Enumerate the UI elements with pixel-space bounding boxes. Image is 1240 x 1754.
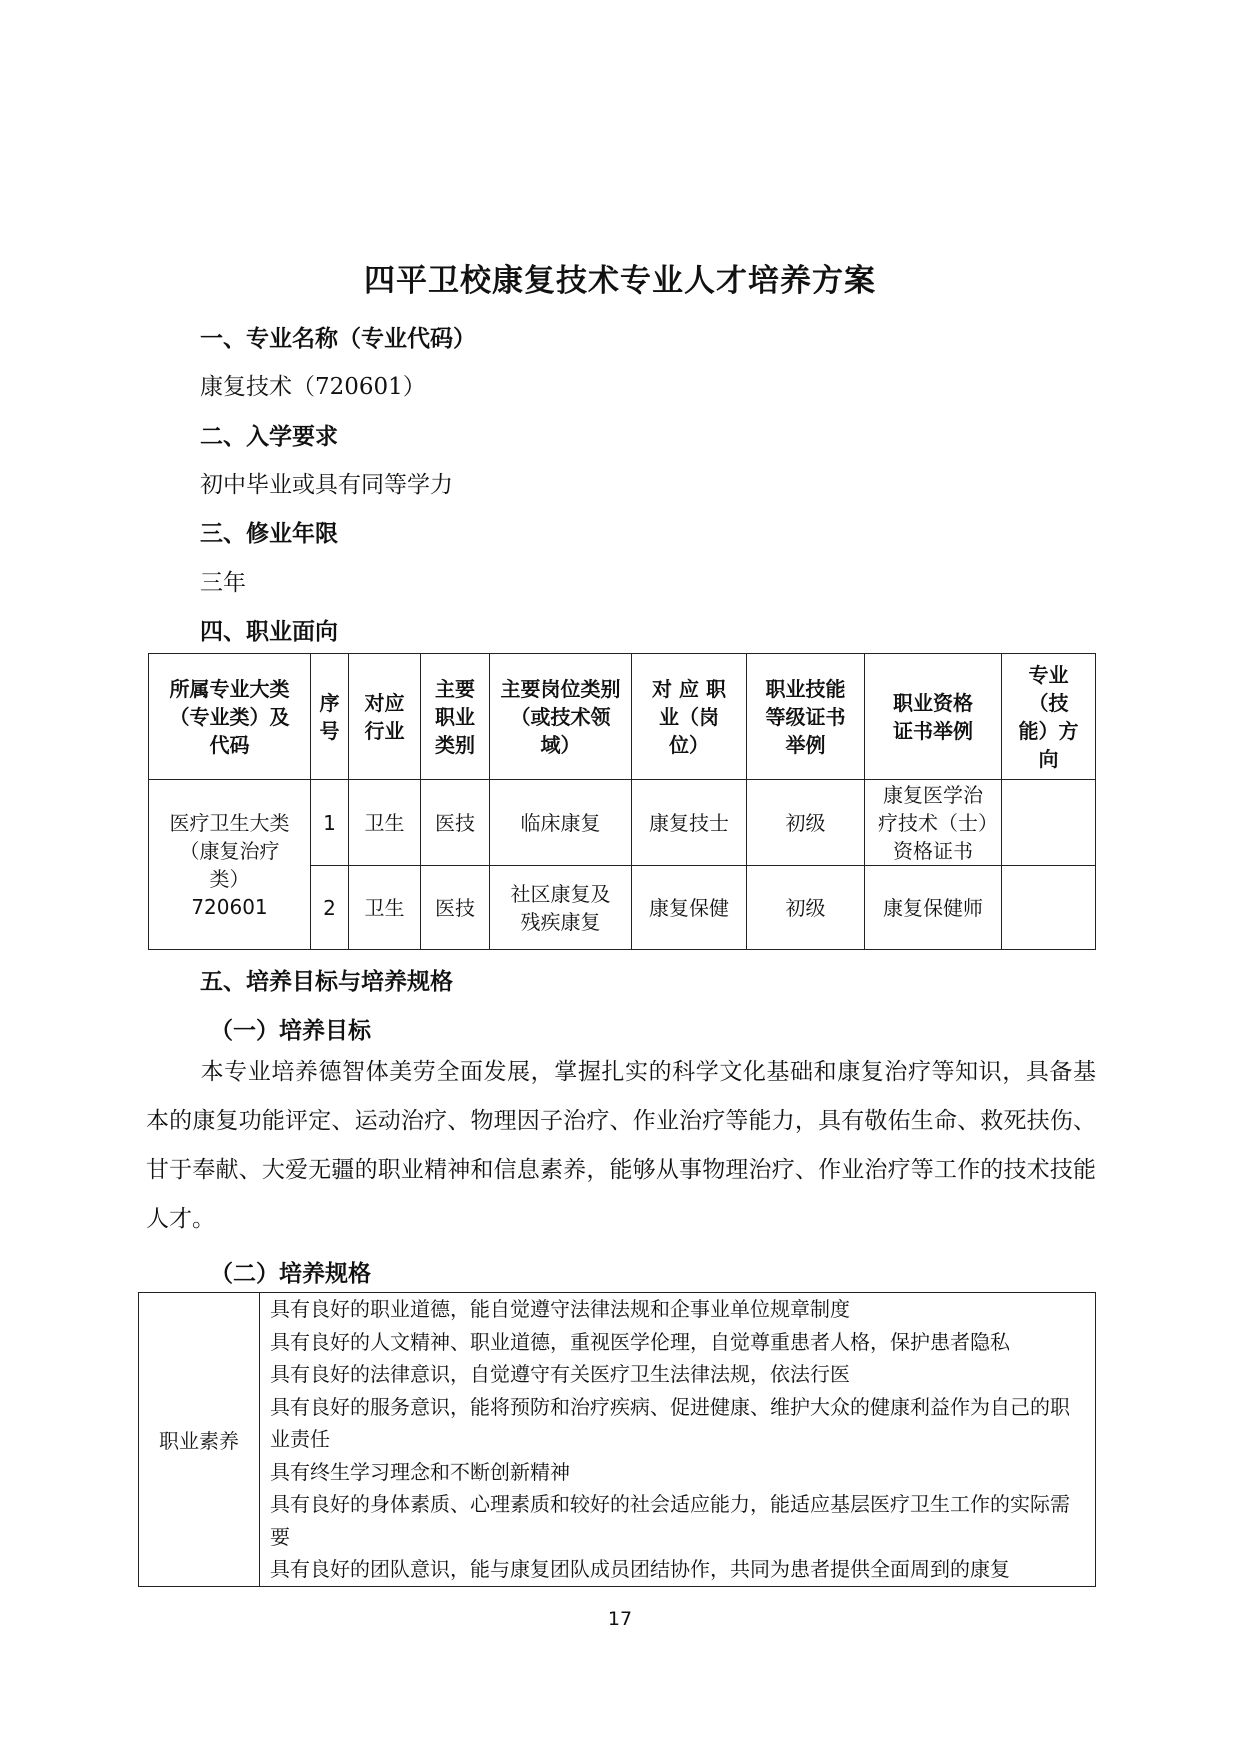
category-cell: [149, 780, 311, 950]
header-cell: 对 应 职 业（岗位）: [632, 654, 747, 780]
goal-paragraph: [146, 1048, 1096, 1244]
header-cell: 专业（技能）方向: [1002, 654, 1096, 780]
admission-requirement: 初中毕业或具有同等学力: [200, 472, 453, 498]
qual-cert-cell: 康复保健师: [865, 866, 1002, 950]
section-heading-major-name: 一、专业名称（专业代码）: [200, 326, 476, 352]
occupation-cell: 医技: [421, 866, 490, 950]
study-duration: 三年: [200, 570, 246, 596]
category-line: 医疗卫生大类: [169, 810, 290, 835]
category-code: 720601: [191, 894, 268, 919]
category-line: 类）: [209, 866, 250, 891]
page-title: 四平卫校康复技术专业人才培养方案: [364, 263, 876, 299]
section-heading-career: 四、职业面向: [200, 619, 338, 645]
career-table: [148, 653, 1096, 950]
post-cell: 临床康复: [490, 780, 632, 866]
job-cell: 康复保健: [632, 866, 747, 950]
header-cell: 主要职业类别: [421, 654, 490, 780]
spec-items: [260, 1293, 1096, 1587]
section-heading-duration: 三、修业年限: [200, 521, 338, 547]
skill-cert-cell: 初级: [747, 866, 865, 950]
header-cell: 主要岗位类别（或技术领域）: [490, 654, 632, 780]
subsection-heading-spec: （二）培养规格: [210, 1261, 371, 1287]
spec-item: 具有良好的人文精神、职业道德，重视医学伦理，自觉尊重患者人格，保护患者隐私: [270, 1329, 1010, 1354]
skill-cert-cell: 初级: [747, 780, 865, 866]
spec-item: 具有良好的职业道德，能自觉遵守法律法规和企事业单位规章制度: [270, 1297, 850, 1321]
spec-item: 具有良好的身体素质、心理素质和较好的社会适应能力，能适应基层医疗卫生工作的实际需要: [270, 1492, 1070, 1549]
header-cell: 序号: [311, 654, 349, 780]
table-row: [149, 780, 1096, 866]
spec-table: [138, 1292, 1096, 1587]
major-name-code: 康复技术（720601）: [200, 374, 426, 400]
spec-item: 具有终生学习理念和不断创新精神: [270, 1459, 570, 1484]
goal-text: 本专业培养德智体美劳全面发展，掌握扎实的科学文化基础和康复治疗等知识，具备基本的康复功能评定、运动治疗、物理因子治疗、作业治疗等能力，具有敬佑生命、救死扶伤、甘于奉献、大爱无疆的职业精神和信息素养，能够从事物理治疗、作业治疗等工作的技术技能人才。: [146, 1059, 1096, 1232]
direction-cell: [1002, 780, 1096, 866]
page-number: 17: [607, 1608, 633, 1630]
direction-cell: [1002, 866, 1096, 950]
occupation-cell: 医技: [421, 780, 490, 866]
spec-item: 具有良好的法律意识，自觉遵守有关医疗卫生法律法规，依法行医: [270, 1362, 850, 1386]
spec-item: 具有良好的团队意识，能与康复团队成员团结协作，共同为患者提供全面周到的康复: [270, 1557, 1010, 1581]
qual-cert-cell: 康复医学治疗技术（士）资格证书: [865, 780, 1002, 866]
table-header-row: [149, 654, 1096, 780]
job-cell: 康复技士: [632, 780, 747, 866]
spec-category: 职业素养: [139, 1293, 260, 1587]
post-cell: 社区康复及残疾康复: [490, 866, 632, 950]
row-number: 2: [311, 866, 349, 950]
header-cell: 职业技能等级证书举例: [747, 654, 865, 780]
industry-cell: 卫生: [349, 866, 421, 950]
header-cell: 所属专业大类（专业类）及代码: [149, 654, 311, 780]
section-heading-admission: 二、入学要求: [200, 424, 338, 450]
spec-item: 具有良好的服务意识，能将预防和治疗疾病、促进健康、维护大众的健康利益作为自己的职业责任: [270, 1394, 1070, 1451]
subsection-heading-goal: （一）培养目标: [210, 1018, 371, 1044]
category-line: （康复治疗: [179, 838, 280, 863]
industry-cell: 卫生: [349, 780, 421, 866]
row-number: 1: [311, 780, 349, 866]
header-cell: 对应行业: [349, 654, 421, 780]
table-row: [139, 1293, 1096, 1587]
section-heading-goals: 五、培养目标与培养规格: [200, 969, 453, 995]
header-cell: 职业资格证书举例: [865, 654, 1002, 780]
